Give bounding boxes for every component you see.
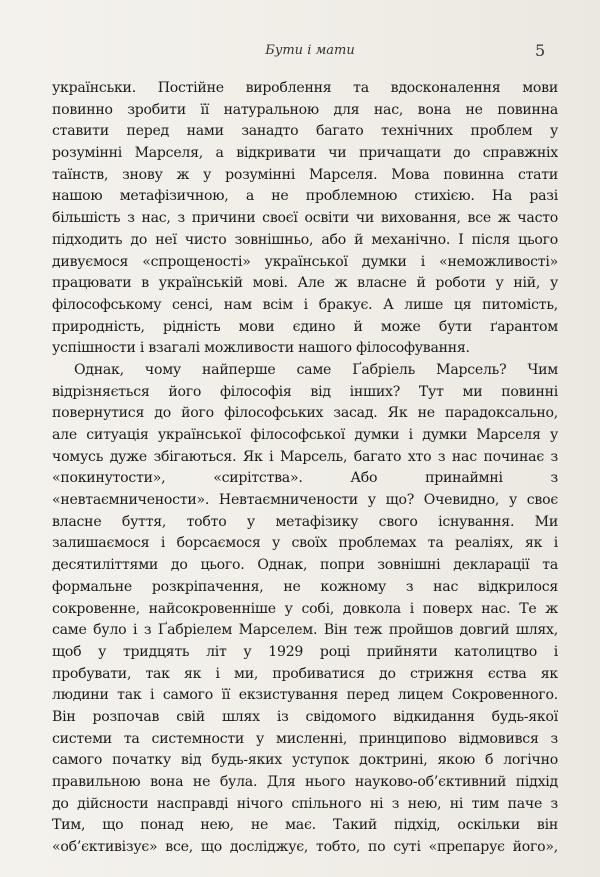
text-line: системи та системности у мисленні, принципово відмовився з	[52, 730, 558, 747]
text-line: людини так і самого її екзистування перед лицем Сокровенного.	[52, 687, 558, 704]
text-line: саме було і з Ґабріелем Марселем. Він теж пройшов довгий шлях,	[52, 622, 558, 639]
text-line: але ситуація української філософської думки і думки Марселя у	[52, 427, 558, 443]
text-line: правильною вона не була. Для нього науково-об’єктивний підхід	[52, 774, 558, 790]
text-line: повернутися до його філософських засад. Як не парадоксально,	[52, 405, 558, 422]
text-line: «об’єктивізує» все, що досліджує, тобто, по суті «препарує його»,	[52, 839, 558, 856]
text-line: залишаємося і борсаємося у своїх проблемах та реаліях, як і	[52, 535, 558, 552]
text-line: десятиліттями до цього. Однак, попри зовнішні декларації та	[52, 557, 558, 574]
text-line: філософському сенсі, нам всім і бракує. А лише ця питомість,	[52, 296, 558, 313]
text-line: успішности і взагалі можливости нашого філософування.	[52, 340, 470, 357]
text-line: «невтаємничености». Невтаємничености у що? Очевидно, у своє	[52, 492, 558, 509]
text-line: Він розпочав свій шлях із свідомого відкидання будь-якої	[52, 708, 558, 725]
text-line: Тим, що понад нею, не має. Такий підхід, оскільки він	[52, 817, 558, 834]
text-line: природність, рідність мови єдино й може бути ґарантом	[52, 318, 558, 335]
text-line: чомусь дуже збігаються. Як і Марсель, багато хто з нас починає з	[52, 448, 558, 465]
text-line: більшість з нас, з причини своєї освіти чи виховання, все ж часто	[52, 210, 558, 227]
text-line: сокровенне, найсокровенніше у собі, довкола і поверх нас. Те ж	[52, 600, 558, 617]
text-line: до дійсности насправді нічого спільного ні з нею, ні тим паче з	[52, 795, 558, 812]
text-line: самого початку від будь-яких уступок доктрині, якою б логічно	[52, 752, 558, 769]
text-line: відрізняється його філософія від інших? Тут ми повинні	[52, 383, 558, 400]
page-number: 5	[535, 41, 546, 60]
text-line: власне буття, тобто у метафізику свого існування. Ми	[52, 513, 558, 530]
text-line: таїнств, знову ж у розумінні Марселя. Мова повинна стати	[52, 166, 558, 183]
text-line: розумінні Марселя, а відкривати чи причащати до справжніх	[52, 145, 558, 162]
running-head	[0, 38, 600, 62]
text-line: Однак, чому найперше саме Ґабріель Марсель? Чим	[74, 361, 558, 378]
text-line: дивуємося «спрощеності» української думки і «неможливості»	[52, 253, 558, 270]
text-line: повинно зробити її натуральною для нас, вона не повинна	[52, 101, 558, 118]
running-title: Бути і мати	[265, 43, 355, 58]
text-line: ставити перед нами занадто багато технічних проблем у	[52, 123, 558, 140]
text-line: «покинутости», «сирітства». Або принаймні з	[52, 470, 558, 487]
text-line: щоб у тридцять літ у 1929 році прийняти католицтво і	[52, 643, 558, 660]
text-line: підходить до неї чисто зовнішньо, або й механічно. І після цього	[52, 231, 558, 248]
text-line: нашою метафізичною, а не проблемною стихією. На разі	[52, 188, 558, 205]
text-line: працювати в українській мові. Але ж власне й роботи у ній, у	[52, 275, 558, 292]
text-line: пробувати, так як і ми, пробиватися до стрижня єства як	[52, 665, 558, 682]
text-line: формальне розкріпачення, не кожному з нас відкрилося	[52, 578, 558, 595]
body-text	[52, 78, 558, 859]
text-line: українськи. Постійне вироблення та вдосконалення мови	[52, 80, 558, 96]
